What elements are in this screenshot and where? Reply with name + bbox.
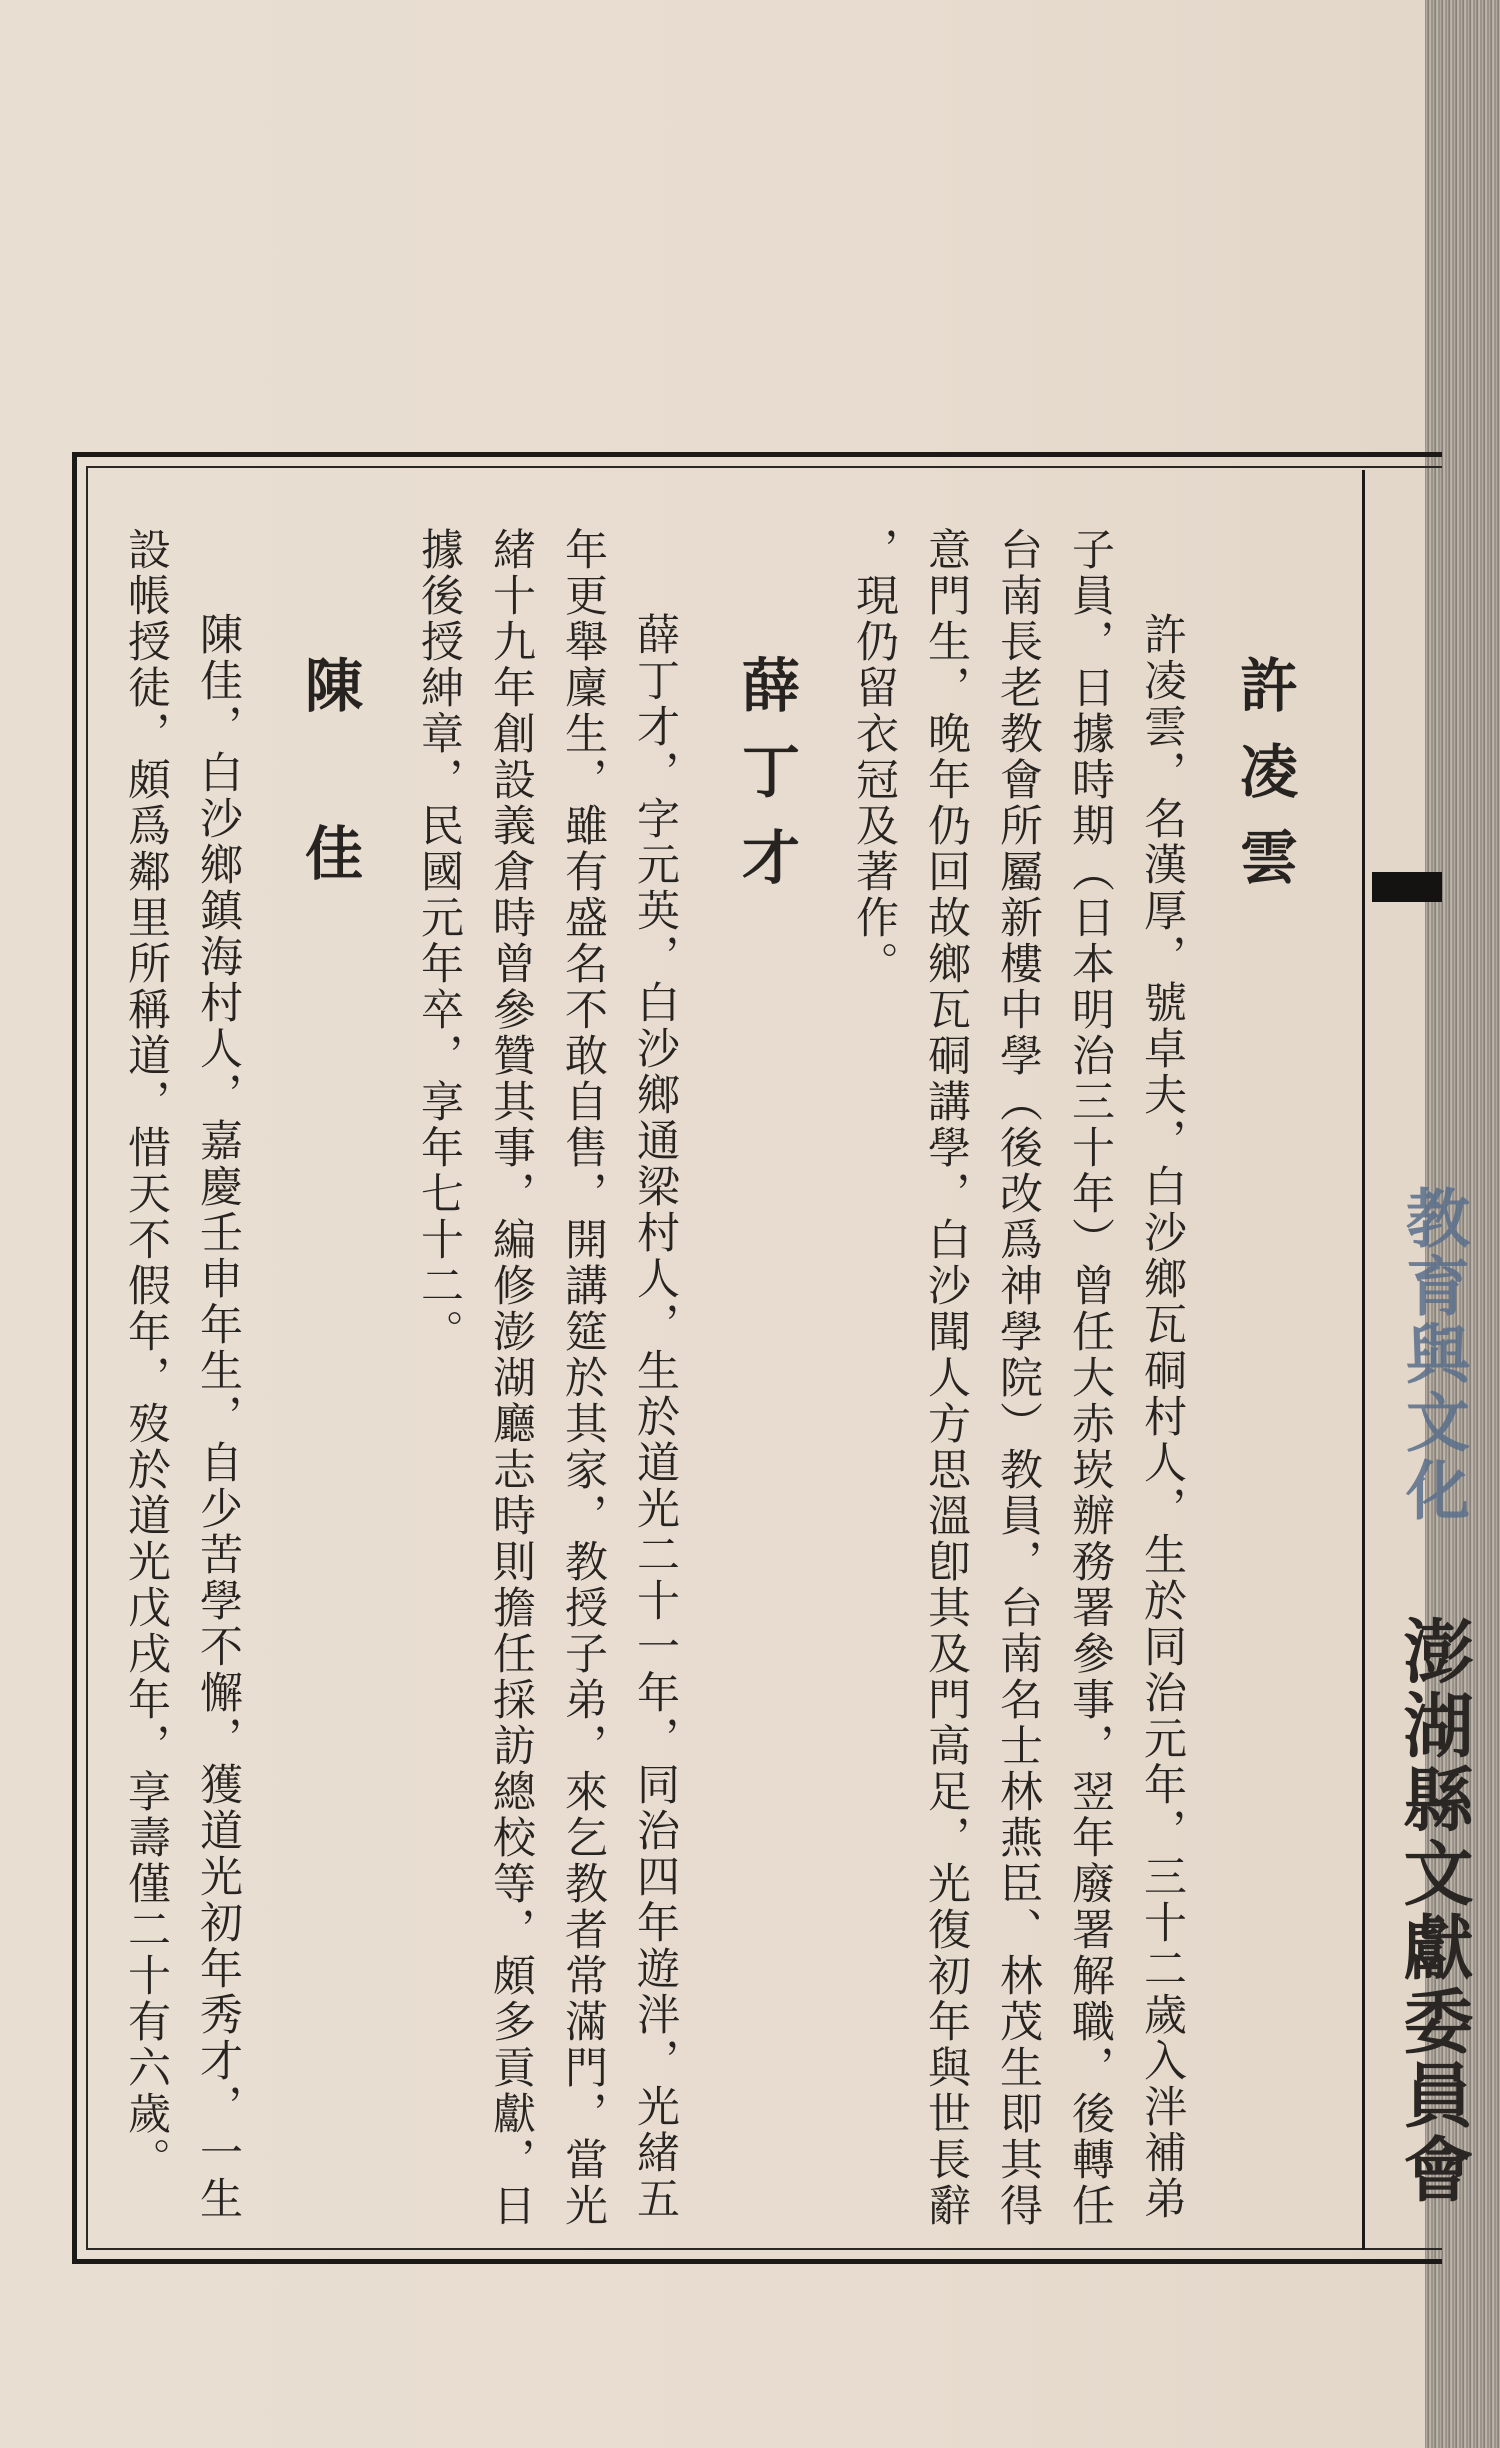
entry-line: 薛丁才，字元英，白沙鄉通梁村人，生於道光二十一年，同治四年遊泮，光緒五 xyxy=(630,612,680,2222)
entry-line: 意門生，晚年仍回故鄉瓦硐講學，白沙聞人方思溫卽其及門高足，光復初年與世長辭 xyxy=(921,527,971,2229)
entry-heading: 薛丁才 xyxy=(732,655,800,913)
fish-tail-mark xyxy=(1372,872,1442,902)
entry-line: 陳佳，白沙鄉鎮海村人，嘉慶壬申年生，自少苦學不懈，獲道光初年秀才，一生 xyxy=(193,612,243,2222)
entry-line: ，現仍留衣冠及著作。 xyxy=(849,527,899,987)
entry-heading: 陳佳 xyxy=(295,655,363,991)
entry-heading: 許凌雲 xyxy=(1230,655,1298,913)
side-rule xyxy=(1362,470,1365,2250)
entry-line: 據後授紳章，民國元年卒，享年七十二。 xyxy=(414,527,464,1355)
entry-line: 緒十九年創設義倉時曾參贊其事，編修澎湖廳志時則擔任採訪總校等，頗多貢獻，日 xyxy=(486,527,536,2229)
entry-line: 台南長老教會所屬新樓中學（後改爲神學院）教員，台南名士林燕臣、林茂生即其得 xyxy=(993,527,1043,2229)
entry-line: 子員，日據時期（日本明治三十年）曾任大赤崁辦務署參事，翌年廢署解職，後轉任 xyxy=(1065,527,1115,2229)
entry-line: 許凌雲，名漢厚，號卓夫，白沙鄉瓦硐村人，生於同治元年，三十二歲入泮補弟 xyxy=(1137,612,1187,2222)
side-department-label: 教育與文化 xyxy=(1395,1185,1470,1525)
entry-line: 設帳授徒，頗爲鄰里所稱道，惜天不假年，歿於道光戊戌年，享壽僅二十有六歲。 xyxy=(121,527,171,2183)
entry-line: 年更舉廩生，雖有盛名不敢自售，開講筵於其家，教授子弟，來乞教者常滿門，當光 xyxy=(558,527,608,2229)
side-publisher-title: 澎湖縣文獻委員會 xyxy=(1392,1615,1475,2207)
